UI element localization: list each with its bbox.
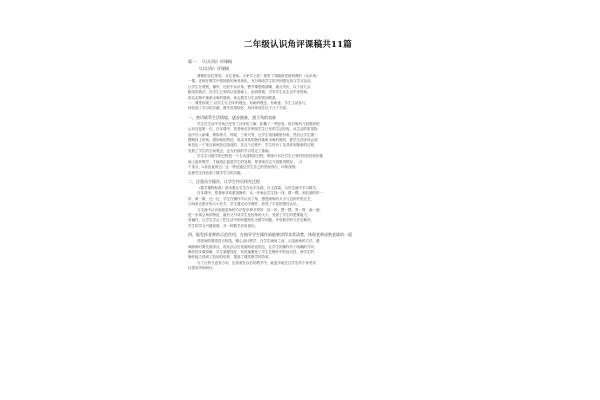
section-line: 进一步体会角的特征，最后又引导学生比较角的大小，发展了学生的思维能力，	[188, 212, 311, 217]
section-line: 角是由一个顶点和两条边组成的，在这个过程中，学生经历了从具体到抽象的过程，	[188, 143, 318, 148]
section-line: 个顶点、2条直直的边）这一特征通过学生自己的发现得出，印象深刻。	[188, 165, 299, 170]
document-page	[188, 38, 408, 388]
section-4	[188, 232, 408, 271]
section-line: 操作的步骤清晰，学生掌握得好，有效地避免了学生在操作中的盲目性，使学生的	[188, 249, 314, 254]
section-line: 与两条边张开的大小有关，学生通过动手操作，获得了丰富的感性认识。	[188, 202, 300, 207]
section-line: 摸物体上的角，感知角的特征，再由具体的物体抽象出角的图形，使学生初步体会到	[188, 138, 318, 143]
section-line: 折、做一做、比一比，学生在操作中认识了角，感受到角的大小与边的长短无关，	[188, 196, 314, 201]
section-line: 调画角时要先画顶点，再从顶点出发画两条直的边，让学生的操作有了明确的方向，	[188, 244, 318, 249]
intro-line: 粗浅的看法，在学生已有的认知基础上，创设情境，引导学生从生活中发现角，	[188, 90, 311, 95]
intro-line: 让学生在观察、操作、比较中认识角，整节课思路清晰，重点突出，以下谈几点	[188, 84, 311, 89]
section-line: 础上组织教学，才能真正促进学生的发展，郑老师在这方面做得很好。（1	[188, 159, 303, 164]
section-line: 郑老师的课堂语言规范、精心设计教学，在学生画角之前，示范画角的方法，强	[197, 239, 320, 244]
article-heading: 篇一：《认识角》评课稿	[188, 59, 232, 64]
section-line: 为了让努力更有方向，也希望在以后的教学中，能更多地关注学生的个体差异，	[197, 260, 320, 265]
section-line: 也使学生体验到了数学学习的乐趣。	[188, 170, 244, 175]
section-line: 操作能力得到了较好的培养，提高了课堂教学的效率。	[188, 255, 272, 260]
section-line: 学生学习数学的过程是一个主动建构的过程，教师只有在学生已有的知识经验的基	[197, 154, 323, 159]
section-line: 学生的学习兴趣高涨，对一种数学应用意识。	[188, 223, 258, 228]
section-line: 在本课中，郑老师非常重视操作，从一开始让学生找一找、摸一摸，到后面的折一	[197, 191, 323, 196]
section-heading: 四、能发挥老师的示范作用，在指导学生操作前能够讲得非常清楚，体现老师成熟老练的一面	[188, 232, 352, 238]
article-subtitle: 《认识角》评课稿	[197, 66, 229, 71]
intro-line: 一、课堂体现了'以学生为主体'的理念，有新的理念，有新意，学生主动参与，	[188, 101, 309, 106]
section-line: 学生在生活中对角已经有了初步的了解，积累了一些经验，但对角的几何图形的	[197, 121, 320, 126]
section-line: 发展了学生的空间观念，也为后续的学习奠定了基础。	[188, 148, 272, 153]
section-1	[188, 115, 408, 176]
section-heading: 二、注重动手操作，让学生经历探究过程	[188, 178, 260, 184]
intro-line: 再从实物中抽象出角的图形，体会数学与生活的密切联系。	[188, 95, 279, 100]
intro-paragraph	[188, 74, 408, 112]
section-line: 以供参考和研讨。	[188, 266, 216, 271]
section-line: 《数学课程标准》指出要让学生在动手实践、自主探索、合作交流中学习数学。	[197, 185, 320, 190]
section-line: 品中引入新课，例如剪刀、钟面、三角尺等，让学生找找哪里有角，然后让学生摸一	[188, 132, 318, 137]
intro-line: 一课，老师在教学中把抽象的角具体化，充分调动学生的多种感官参与学习活动，	[188, 79, 314, 84]
section-line: 与交流中认识到创造角的方法是多种多样的：折一折、摆一摆、剪一剪、画一画，	[197, 207, 323, 212]
section-line: 认识还是第一次，在本课中，郑老师首先利用学生已有的生活经验，从生活的常见物	[188, 127, 318, 132]
section-2	[188, 179, 408, 229]
section-line: 普遍性，让学生学会了把生活中的问题转化为数学问题，并用数学的方法去解决，	[188, 218, 314, 223]
intro-line: 尊敬的各位领导、各位老师，大家早上好！我听了郑晓莉老师执教的《认识角》	[197, 74, 320, 78]
section-heading: 一、密切联系生活情境，逐步抽象，建立角的表象	[188, 114, 276, 120]
document-title: 二年级认识角评课稿共11篇	[244, 40, 352, 50]
intro-line: 体验到了学习的乐趣，教学效果较好，具体体现在以下几个方面。	[188, 106, 290, 111]
